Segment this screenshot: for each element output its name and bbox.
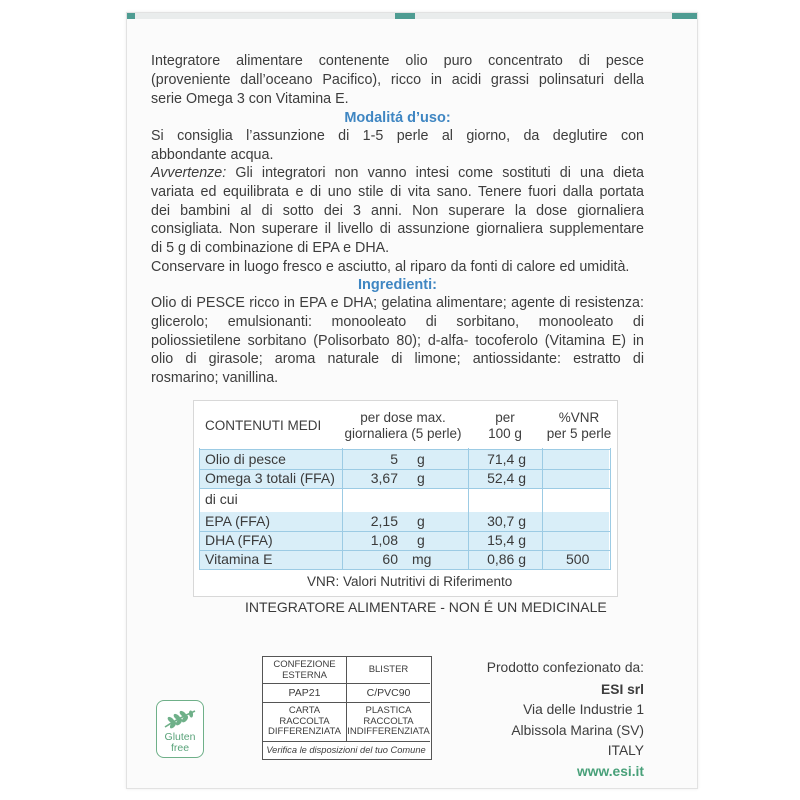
- gluten-label: Gluten: [164, 731, 196, 743]
- usage-heading: Modalitá d’uso:: [344, 110, 451, 126]
- warnings-line: variata ed equilibrata e di uno stile di vita sano. Tenere fuori dalla portata: [151, 183, 644, 200]
- recycling-disposal-blister: PLASTICA RACCOLTA INDIFFERENZIATA: [347, 705, 430, 737]
- top-color-band: [127, 13, 697, 19]
- recycling-note: Verifica le disposizioni del tuo Comune: [266, 745, 426, 755]
- row-unit: mg: [412, 551, 432, 567]
- row-dose: 60: [382, 551, 398, 567]
- ingredients-line: rosmarino; vanillina.: [151, 370, 279, 387]
- usage-line: Si consiglia l’assunzione di 1-5 perle al giorno, da deglutire con: [151, 128, 644, 144]
- row-dose: 1,08: [370, 532, 398, 548]
- producer-address: Albissola Marina (SV) ITALY: [511, 722, 644, 759]
- row-per100: 15,4 g: [487, 532, 526, 548]
- usage-line: abbondante acqua.: [151, 146, 274, 163]
- row-per100: 52,4 g: [487, 470, 526, 486]
- gluten-label: free: [170, 742, 190, 754]
- ingredients-line: Olio di PESCE ricco in EPA e DHA; gelatina alimentare; agente di resistenza:: [151, 295, 644, 311]
- row-dose: 3,67: [370, 470, 398, 486]
- intro-paragraph: [151, 52, 644, 108]
- disclaimer: INTEGRATORE ALIMENTARE - NON É UN MEDICINALE: [245, 599, 607, 615]
- producer-website[interactable]: www.esi.it: [577, 763, 644, 779]
- warnings-label: Avvertenze:: [151, 165, 227, 181]
- row-name: DHA (FFA): [205, 532, 273, 548]
- intro-line: (proveniente dall’oceano Pacifico), ricco in acidi grassi polinsaturi della: [151, 71, 644, 88]
- row-vnr: 500: [566, 551, 590, 567]
- wheat-icon: [157, 705, 203, 731]
- header-per100: per 100 g: [488, 410, 522, 441]
- gluten-free-badge: [156, 700, 204, 758]
- row-dose: 5: [390, 451, 398, 467]
- row-name: di cui: [205, 491, 238, 507]
- row-name: EPA (FFA): [205, 513, 271, 529]
- producer-block: [478, 658, 644, 783]
- warnings-line: consigliata. Non superare il livello di assunzione giornaliera supplementare: [151, 221, 644, 238]
- warnings-paragraph: [151, 164, 644, 258]
- intro-line: serie Omega 3 con Vitamina E.: [151, 90, 349, 107]
- row-per100: 71,4 g: [487, 451, 526, 467]
- ingredients-line: olio di girasole; aroma naturale di limone; antiossidante: estratto di: [151, 351, 644, 368]
- warnings-line: dei bambini al di sotto dei 3 anni. Non superare la dose giornaliera: [151, 202, 644, 219]
- usage-paragraph: [151, 127, 644, 165]
- header-contents: CONTENUTI MEDI: [205, 418, 322, 433]
- row-per100: 0,86 g: [487, 551, 526, 567]
- row-name: Omega 3 totali (FFA): [205, 470, 335, 486]
- ingredients-line: poliossietilene sorbitano (Polisorbato 80); d-alfa- tocoferolo (Vitamina E) in: [151, 332, 644, 349]
- warnings-line: di 5 g di combinazione di EPA e DHA.: [151, 240, 390, 257]
- producer-company: ESI srl: [601, 681, 644, 697]
- storage-text: Conservare in luogo fresco e asciutto, al riparo da fonti di calore ed umidità.: [151, 259, 630, 275]
- producer-address: Via delle Industrie 1: [523, 702, 644, 718]
- row-per100: 30,7 g: [487, 513, 526, 529]
- row-name: Olio di pesce: [205, 451, 286, 467]
- row-unit: g: [417, 513, 425, 529]
- ingredients-paragraph: [151, 294, 644, 388]
- ingredients-line: glicerolo; emulsionanti: monooleato di sorbitano, monooleato di: [151, 313, 644, 330]
- row-unit: g: [417, 532, 425, 548]
- recycling-disposal-outer: CARTA RACCOLTA DIFFERENZIATA: [267, 705, 341, 737]
- warnings-line: Gli integratori non vanno intesi come sostituti di una dieta: [226, 165, 644, 181]
- recycling-code-outer: PAP21: [288, 687, 321, 699]
- recycling-blister-header: BLISTER: [368, 664, 409, 675]
- vnr-footnote: VNR: Valori Nutritivi di Riferimento: [307, 574, 513, 589]
- row-unit: g: [417, 470, 425, 486]
- recycling-code-blister: C/PVC90: [366, 687, 411, 699]
- header-dose: per dose max. giornaliera (5 perle): [344, 410, 462, 441]
- recycling-outer-header: CONFEZIONE ESTERNA: [273, 659, 336, 681]
- row-unit: g: [417, 451, 425, 467]
- ingredients-heading: Ingredienti:: [358, 277, 437, 293]
- header-vnr: %VNR per 5 perle: [546, 410, 612, 441]
- row-name: Vitamina E: [205, 551, 273, 567]
- row-dose: 2,15: [370, 513, 398, 529]
- producer-label: Prodotto confezionato da:: [486, 660, 644, 675]
- intro-line: Integratore alimentare contenente olio puro concentrato di pesce: [151, 53, 644, 69]
